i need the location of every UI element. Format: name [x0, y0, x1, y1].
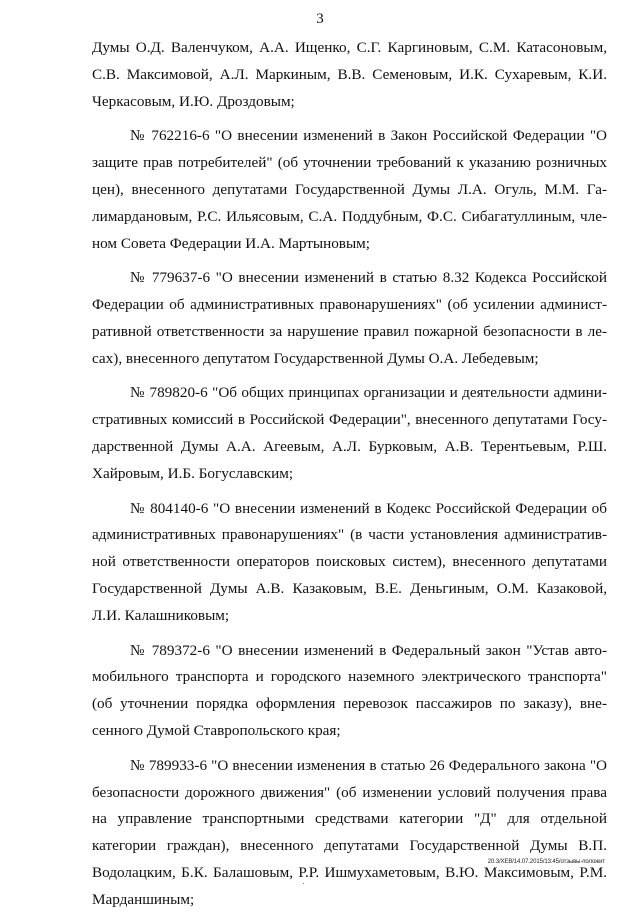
- scan-mark: [303, 883, 304, 884]
- paragraph-bill-789933-6: № 789933-6 "О внесении изменения в статью 26 Федерального закона "О безопасности дорожного движения" (об изменении условий получения права на управление транспортными средствами категории "Д" для отдельной категории граждан), внесенного депутатами Государственной Думы В.П. Водолацким, Б.К. Балашовым, Р.Р. Ишмухаметовым, В.Ю. Максимовым, Р.М. Марданшиным;: [92, 756, 607, 909]
- page-number: 3: [316, 11, 324, 27]
- document-footer-code: 20.3/ХЕВ/14.07.2015/13:45/отзывы-положит: [487, 859, 605, 865]
- paragraph-deputies-list-continuation: Думы О.Д. Валенчуком, А.А. Ищенко, С.Г. Каргиновым, С.М. Катасоновым, С.В. Максимовой, А.Л. Маркиным, В.В. Семеновым, И.К. Сухаревым, К.И. Черкасовым, И.Ю. Дроздовым;: [92, 39, 607, 110]
- document-body: [92, 35, 607, 922]
- paragraph-bill-789820-6: № 789820-6 "Об общих принципах организации и деятельности административных комиссий в Российской Федерации", внесенного депутатами Государственной Думы А.А. Агеевым, А.Л. Бурковым, А.В. Терентьевым, Р.Ш. Хайровым, И.Б. Богуславским;: [92, 384, 607, 483]
- paragraph-bill-762216-6: № 762216-6 "О внесении изменений в Закон Российской Федерации "О защите прав потребителей" (об уточнении требований к указанию розничных цен), внесенного депутатами Государственной Думы Л.А. Огуль, М.М. Галимардановым, Р.С. Ильясовым, С.А. Поддубным, Ф.С. Сибагатуллиным, членом Совета Федерации И.А. Мартыновым;: [92, 127, 607, 252]
- paragraph-bill-789372-6: № 789372-6 "О внесении изменений в Федеральный закон "Устав автомобильного транспорта и городского наземного электрического транспорта" (об уточнении порядка оформления перевозок пассажиров по заказу), внесенного Думой Ставропольского края;: [92, 641, 607, 740]
- paragraph-bill-779637-6: № 779637-6 "О внесении изменений в статью 8.32 Кодекса Российской Федерации об административных правонарушениях" (об усилении административной ответственности за нарушение правил пожарной безопасности в лесах), внесенного депутатом Государственной Думы О.А. Лебедевым;: [92, 269, 607, 367]
- paragraph-bill-804140-6: № 804140-6 "О внесении изменений в Кодекс Российской Федерации об административных правонарушениях" (в части установления административной ответственности операторов поисковых систем), внесенного депутатами Государственной Думы А.В. Казаковым, В.Е. Деньгиным, О.М. Казаковой, Л.И. Калашниковым;: [92, 499, 607, 625]
